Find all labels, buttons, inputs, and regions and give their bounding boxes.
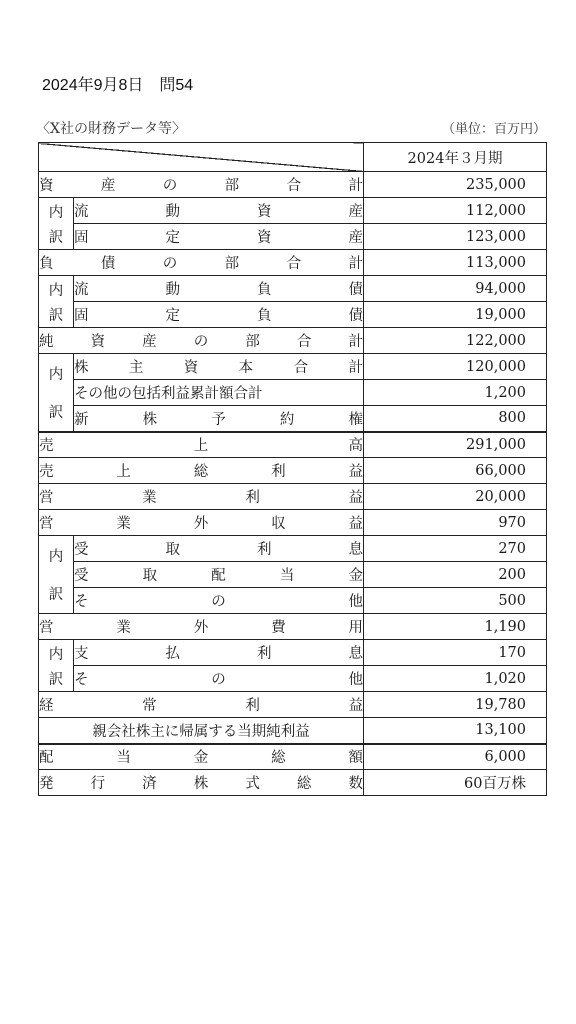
table-row: [39, 172, 547, 198]
row-value: 60百万株: [364, 770, 547, 796]
row-value: 94,000: [364, 276, 547, 302]
row-value: 123,000: [364, 224, 547, 250]
row-label: 純 資 産 の 部 合 計: [39, 328, 364, 354]
table-row: [39, 250, 547, 276]
breakdown-side-label: [39, 536, 74, 614]
table-row: [39, 458, 547, 484]
row-label: 営 業 外 収 益: [39, 510, 364, 536]
table-row: [39, 562, 547, 588]
row-label: その他の包括利益累計額合計: [74, 380, 364, 406]
table-row: [39, 510, 547, 536]
row-value: 122,000: [364, 328, 547, 354]
row-label: 流 動 資 産: [74, 198, 364, 224]
side-label-char: 内: [48, 204, 64, 221]
table-row: [39, 276, 547, 302]
breakdown-side-label: [39, 276, 74, 328]
table-row: [39, 666, 547, 692]
side-label-char: 訳: [48, 671, 64, 688]
breakdown-side-label: [39, 640, 74, 692]
table-row: [39, 536, 547, 562]
table-title: 〈X社の財務データ等〉: [36, 121, 186, 137]
side-label-char: 内: [48, 282, 64, 299]
row-value: 1,190: [364, 614, 547, 640]
row-value: 120,000: [364, 354, 547, 380]
row-label: 発 行 済 株 式 総 数: [39, 770, 364, 796]
row-value: 1,200: [364, 380, 547, 406]
table-row: [39, 770, 547, 796]
row-value: 970: [364, 510, 547, 536]
table-row: [39, 588, 547, 614]
row-value: 13,100: [364, 718, 547, 744]
table-row: [39, 354, 547, 380]
table-row: [39, 692, 547, 718]
row-label: 流 動 負 債: [74, 276, 364, 302]
side-label-char: 訳: [48, 587, 64, 603]
row-label: 受 取 利 息: [74, 536, 364, 562]
row-value: 20,000: [364, 484, 547, 510]
side-label-char: 訳: [48, 404, 64, 421]
row-label: 経 常 利 益: [39, 692, 364, 718]
row-label: 営 業 利 益: [39, 484, 364, 510]
row-label: 受 取 配 当 金: [74, 562, 364, 588]
breakdown-side-label: [39, 198, 74, 250]
side-label-char: 内: [48, 549, 64, 565]
row-value: 170: [364, 640, 547, 666]
side-label-char: 内: [48, 646, 64, 663]
row-value: 19,000: [364, 302, 547, 328]
row-label: 新 株 予 約 権: [74, 406, 364, 432]
table-header-row: [39, 143, 547, 172]
table-row: [39, 432, 547, 458]
side-label-char: 訳: [48, 229, 64, 246]
row-value: 113,000: [364, 250, 547, 276]
table-row: [39, 484, 547, 510]
row-label: そ の 他: [74, 588, 364, 614]
row-label: 支 払 利 息: [74, 640, 364, 666]
side-label-char: 訳: [48, 307, 64, 324]
table-row: [39, 744, 547, 770]
table-row: [39, 224, 547, 250]
table-row: [39, 718, 547, 744]
row-label: 売 上 高: [39, 432, 364, 458]
table-row: [39, 614, 547, 640]
row-label: 負 債 の 部 合 計: [39, 250, 364, 276]
row-value: 66,000: [364, 458, 547, 484]
row-value: 800: [364, 406, 547, 432]
row-label: 資 産 の 部 合 計: [39, 172, 364, 198]
row-value: 200: [364, 562, 547, 588]
financial-data-table: [38, 142, 547, 796]
table-caption: [36, 118, 546, 138]
row-value: 291,000: [364, 432, 547, 458]
diagonal-header-cell: [39, 143, 364, 172]
row-label: 株 主 資 本 合 計: [74, 354, 364, 380]
row-label: 営 業 外 費 用: [39, 614, 364, 640]
table-row: [39, 198, 547, 224]
row-value: 112,000: [364, 198, 547, 224]
row-label: 固 定 負 債: [74, 302, 364, 328]
table-row: [39, 406, 547, 432]
breakdown-side-label: [39, 354, 74, 432]
row-value: 235,000: [364, 172, 547, 198]
table-row: [39, 302, 547, 328]
date-question-header: 2024年9月8日 問54: [42, 77, 194, 94]
row-value: 6,000: [364, 744, 547, 770]
row-value: 270: [364, 536, 547, 562]
table-row: [39, 640, 547, 666]
side-label-char: 内: [48, 366, 64, 383]
row-label: そ の 他: [74, 666, 364, 692]
row-value: 500: [364, 588, 547, 614]
row-label: 親会社株主に帰属する当期純利益: [39, 718, 364, 744]
row-label: 売 上 総 利 益: [39, 458, 364, 484]
row-value: 19,780: [364, 692, 547, 718]
table-row: [39, 328, 547, 354]
column-header-period: 2024年３月期: [364, 143, 547, 172]
row-value: 1,020: [364, 666, 547, 692]
row-label: 配 当 金 総 額: [39, 744, 364, 770]
unit-label: （単位：百万円）: [441, 122, 546, 137]
table-row: [39, 380, 547, 406]
row-label: 固 定 資 産: [74, 224, 364, 250]
